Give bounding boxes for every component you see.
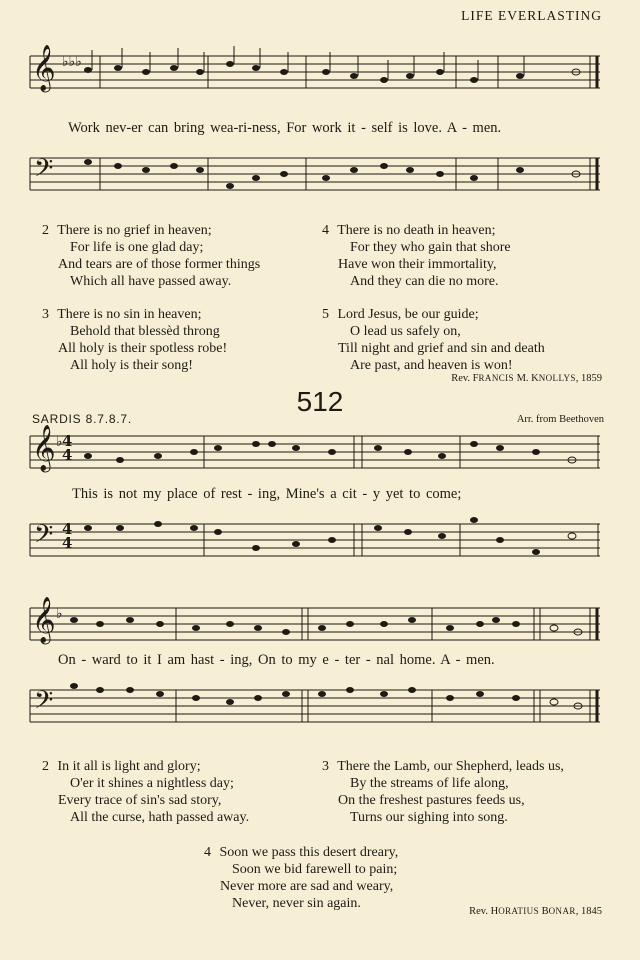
stanza-number: 2 <box>42 759 49 774</box>
hymn512-sys1-time-signature: 4 4 <box>62 432 73 464</box>
hymn512-system1-bass-staff <box>0 514 640 574</box>
hymn512-stanza-2: 2 In it all is light and glory; O'er it shines a nightless day; Every trace of sin's sad story, All the curse, hath passed away. <box>42 759 250 825</box>
stanza-number: 3 <box>322 759 329 774</box>
hymn512-lyric-line2: On - ward to it I am hast - ing, On to my e - ter - nal home. A - men. <box>58 652 495 668</box>
hymn512-author-attribution: Rev. HORATIUS BONAR, 1845 <box>469 906 602 917</box>
hymn512-system2-bass-staff <box>0 680 640 740</box>
hymn512-sys2-treble-clef-icon: 𝄞 <box>32 597 56 643</box>
hymn1-bass-staff <box>0 148 640 208</box>
stanza-number: 4 <box>322 223 329 238</box>
hymn1-treble-clef-icon: 𝄞 <box>32 45 56 91</box>
hymn512-sys1-bass-clef-icon: 𝄢 <box>34 520 54 555</box>
arranger-credit: Arr. from Beethoven <box>516 414 604 425</box>
hymn1-stanza-5: 5 Lord Jesus, be our guide; O lead us safely on, Till night and grief and sin and death Are past, and heaven is won! <box>322 307 545 373</box>
hymn1-stanza-3: 3 There is no sin in heaven; Behold that blessèd throng All holy is their spotless robe! All holy is their song! <box>42 307 228 373</box>
hymn512-stanza-4: 4 Soon we pass this desert dreary, Soon we bid farewell to pain; Never more are sad and weary, Never, never sin again. <box>204 845 399 911</box>
running-header: LIFE EVERLASTING <box>461 8 602 23</box>
stanza-number: 4 <box>204 845 211 860</box>
hymn1-author-attribution: Rev. FRANCIS M. KNOLLYS, 1859 <box>451 373 602 384</box>
hymn512-system1-treble-staff <box>0 426 640 486</box>
hymn1-bass-clef-icon: 𝄢 <box>34 154 54 189</box>
tune-name: SARDIS 8.7.8.7. <box>32 412 133 426</box>
hymn-number: 512 <box>296 386 344 417</box>
hymn1-refrain-lyric: Work nev-er can bring wea-ri-ness, For work it - self is love. A - men. <box>68 120 502 136</box>
hymn512-system2-treble-staff <box>0 598 640 658</box>
hymn512-lyric-line1: This is not my place of rest - ing, Mine's a cit - y yet to come; <box>72 486 462 502</box>
stanza-number: 3 <box>42 307 49 322</box>
stanza-number: 2 <box>42 223 49 238</box>
hymn1-stanza-2: 2 There is no grief in heaven; For life is one glad day; And tears are of those former things Which all have passed away. <box>42 223 261 289</box>
hymn1-key-signature-icon: ♭♭♭ <box>62 54 82 70</box>
hymn512-stanza-3: 3 There the Lamb, our Shepherd, leads us, By the streams of life along, On the freshest pastures feeds us, Turns our sighing into song. <box>322 759 564 825</box>
hymn512-sys2-bass-clef-icon: 𝄢 <box>34 686 54 721</box>
hymn512-sys2-key-flat-icon: ♭ <box>56 606 63 622</box>
hymn1-stanza-4: 4 There is no death in heaven; For they who gain that shore Have won their immortality, And they can die no more. <box>322 223 511 289</box>
stanza-number: 5 <box>322 307 329 322</box>
hymn1-treble-notes <box>0 46 640 106</box>
hymn512-sys1-bass-time-signature: 4 4 <box>62 520 73 552</box>
hymn512-sys1-treble-clef-icon: 𝄞 <box>32 425 56 471</box>
hymn512-sys1-key-flat-icon: ♭ <box>56 434 63 450</box>
